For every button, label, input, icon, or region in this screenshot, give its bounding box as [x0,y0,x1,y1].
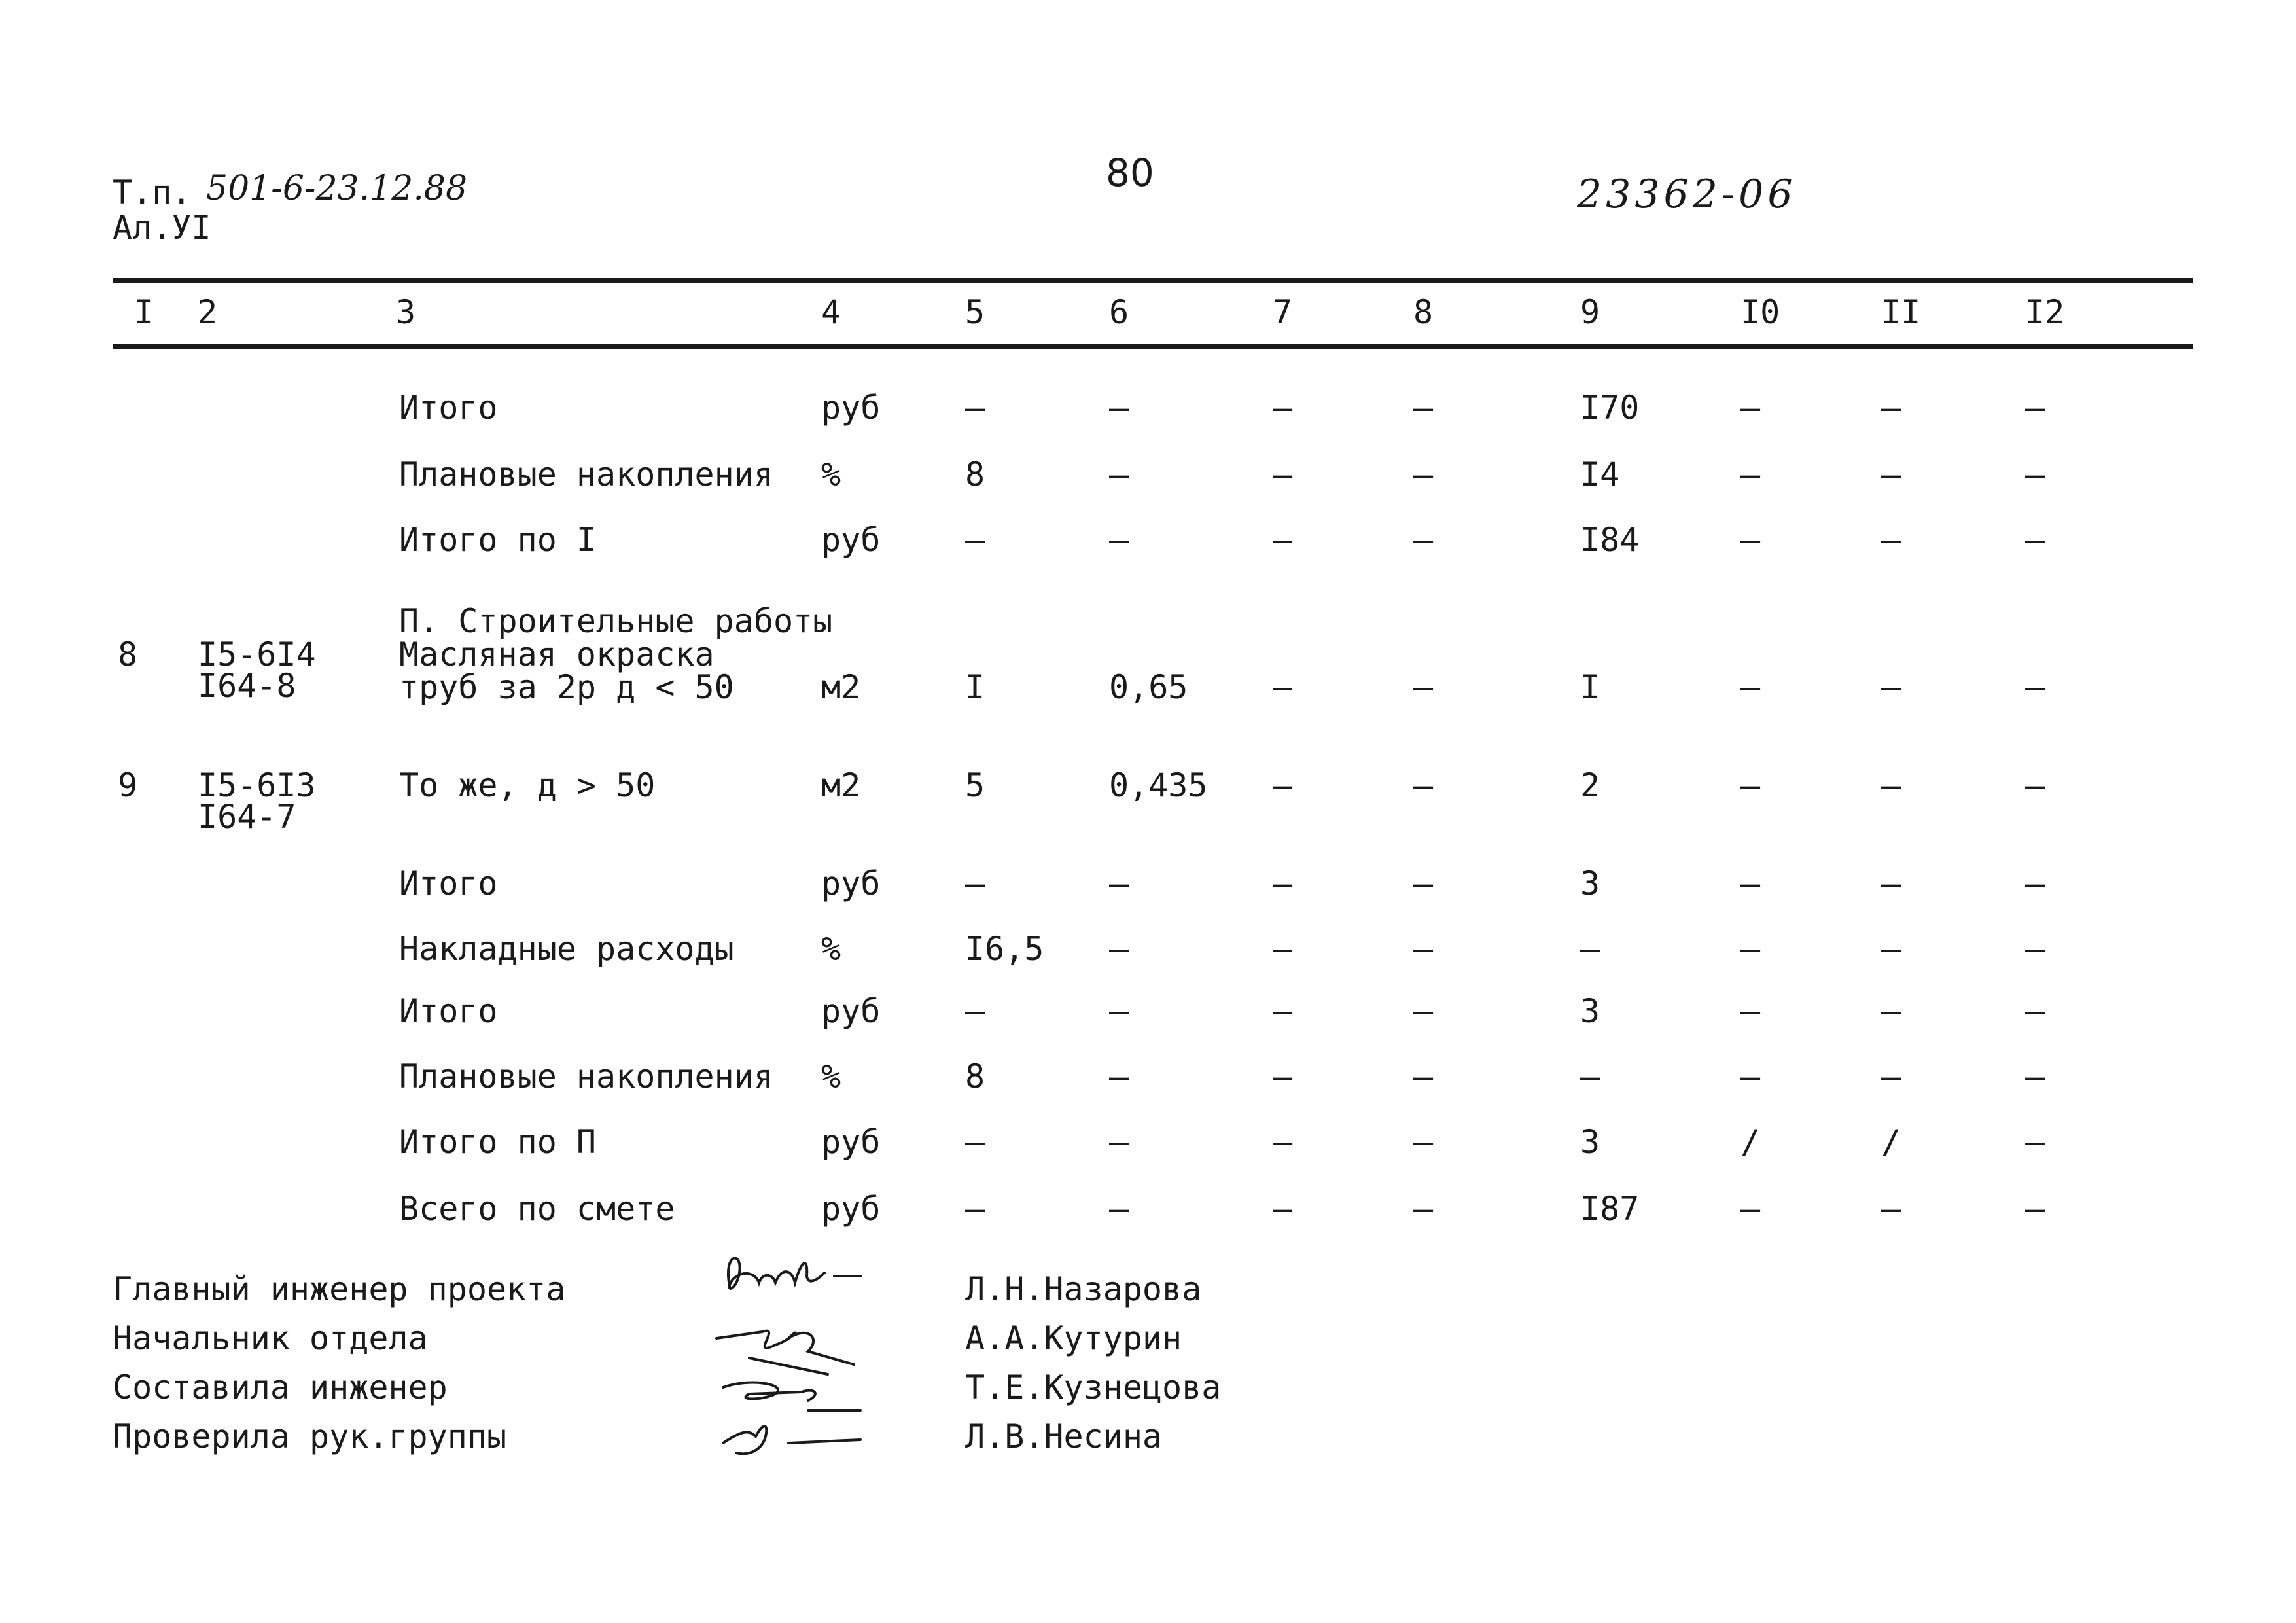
col5-cell: – [965,521,985,559]
col9-cell: I84 [1580,521,1640,559]
col6-cell: – [1109,865,1129,902]
column-header: 8 [1413,293,1434,331]
col7-cell: – [1273,1190,1293,1228]
page-number: 80 [1106,151,1154,195]
item-name: Плановые накопления [399,455,773,493]
col7-cell: – [1273,992,1293,1030]
col12-cell: – [2025,766,2045,804]
row-number: 8 [118,635,138,673]
col10-cell: – [1740,1190,1761,1228]
col6-cell: – [1109,455,1129,493]
col10-cell: – [1740,455,1761,493]
col5-cell: – [965,389,985,427]
col9-cell: 3 [1580,992,1600,1030]
col7-cell: – [1273,766,1293,804]
col11-cell: – [1881,668,1901,706]
col7-cell: – [1273,521,1293,559]
signature-role: Проверила рук.группы [113,1418,507,1455]
unit-cell: руб [821,389,881,427]
col7-cell: – [1273,389,1293,427]
col8-cell: – [1413,930,1434,968]
item-name: Плановые накопления [399,1058,773,1096]
col7-cell: – [1273,1123,1293,1161]
col10-cell: – [1740,389,1761,427]
unit-cell: руб [821,865,881,902]
column-header: I2 [2025,293,2065,331]
item-name: Масляная окраска [399,635,715,673]
item-name: Итого [399,865,498,902]
col9-cell: 3 [1580,865,1600,902]
rate-code: I5-6I3 [198,766,316,804]
col9-cell: 2 [1580,766,1600,804]
signature-name: Т.Е.Кузнецова [965,1368,1222,1406]
col10-cell: – [1740,865,1761,902]
col8-cell: – [1413,766,1434,804]
col9-cell: I87 [1580,1190,1640,1228]
col6-cell: – [1109,521,1129,559]
row-number: 9 [118,766,138,804]
col8-cell: – [1413,992,1434,1030]
col6-cell: – [1109,389,1129,427]
table-top-rule [113,278,2193,283]
col10-cell: – [1740,992,1761,1030]
table-header-rule [113,344,2193,349]
col12-cell: – [2025,455,2045,493]
column-header: 3 [396,293,416,331]
col10-cell: / [1740,1123,1761,1161]
col12-cell: – [2025,389,2045,427]
tp-prefix: Т.п. [113,173,192,211]
col10-cell: – [1740,521,1761,559]
item-name: То же, д > 50 [399,766,656,804]
item-name: Накладные расходы [399,930,734,968]
col12-cell: – [2025,1123,2045,1161]
col11-cell: – [1881,521,1901,559]
column-header: I0 [1740,293,1780,331]
col6-cell: – [1109,1190,1129,1228]
col11-cell: – [1881,1058,1901,1096]
col6-cell: 0,435 [1109,766,1208,804]
unit-cell: руб [821,1123,881,1161]
col12-cell: – [2025,992,2045,1030]
col12-cell: – [2025,1190,2045,1228]
item-name: Всего по смете [399,1190,675,1228]
unit-cell: м2 [821,668,861,706]
album-label: Ал.УI [113,209,211,247]
col11-cell: – [1881,992,1901,1030]
col8-cell: – [1413,521,1434,559]
unit-cell: % [821,930,841,968]
col12-cell: – [2025,930,2045,968]
column-header: 5 [965,293,985,331]
item-name: Итого [399,992,498,1030]
signature-name: Л.Н.Назарова [965,1270,1202,1308]
col8-cell: – [1413,865,1434,902]
col6-cell: – [1109,992,1129,1030]
col9-cell: – [1580,930,1600,968]
col6-cell: 0,65 [1109,668,1188,706]
col7-cell: – [1273,668,1293,706]
col11-cell: – [1881,766,1901,804]
signature-role: Главный инженер проекта [113,1270,566,1308]
item-name: Итого по П [399,1123,597,1161]
col5-cell: – [965,1123,985,1161]
col5-cell: I [965,668,985,706]
col7-cell: – [1273,865,1293,902]
column-header: I [134,293,154,331]
col5-cell: 8 [965,455,985,493]
col12-cell: – [2025,865,2045,902]
col7-cell: – [1273,455,1293,493]
column-header: 7 [1273,293,1293,331]
col5-cell: – [965,1190,985,1228]
col5-cell: 5 [965,766,985,804]
signature-role: Начальник отдела [113,1319,428,1357]
column-header: 6 [1109,293,1129,331]
col8-cell: – [1413,1190,1434,1228]
col5-cell: I6,5 [965,930,1044,968]
item-name: Итого [399,389,498,427]
signature-name: Л.В.Несина [965,1418,1163,1455]
col9-cell: I [1580,668,1600,706]
signature-scribbles [710,1247,932,1476]
item-name: Итого по I [399,521,597,559]
col6-cell: – [1109,1123,1129,1161]
col5-cell: – [965,992,985,1030]
col11-cell: – [1881,389,1901,427]
col11-cell: – [1881,455,1901,493]
col8-cell: – [1413,389,1434,427]
tp-number: 501-6-23.12.88 [206,169,468,208]
rate-code-cont: I64-7 [198,798,296,836]
col9-cell: I70 [1580,389,1640,427]
col10-cell: – [1740,1058,1761,1096]
col10-cell: – [1740,930,1761,968]
col6-cell: – [1109,1058,1129,1096]
col10-cell: – [1740,766,1761,804]
unit-cell: руб [821,992,881,1030]
col11-cell: – [1881,1190,1901,1228]
col7-cell: – [1273,1058,1293,1096]
rate-code-cont: I64-8 [198,667,296,705]
col8-cell: – [1413,1058,1434,1096]
item-name-cont: труб за 2р д < 50 [399,668,734,706]
unit-cell: руб [821,1190,881,1228]
rate-code: I5-6I4 [198,635,316,673]
column-header: II [1881,293,1921,331]
signature-name: А.А.Кутурин [965,1319,1182,1357]
col11-cell: – [1881,865,1901,902]
doc-code: 23362-06 [1577,171,1797,217]
column-header: 2 [198,293,218,331]
col5-cell: 8 [965,1058,985,1096]
col11-cell: / [1881,1123,1901,1161]
col9-cell: 3 [1580,1123,1600,1161]
col9-cell: I4 [1580,455,1620,493]
column-header: 4 [821,293,841,331]
unit-cell: м2 [821,766,861,804]
col10-cell: – [1740,668,1761,706]
column-header: 9 [1580,293,1600,331]
col12-cell: – [2025,668,2045,706]
col7-cell: – [1273,930,1293,968]
col12-cell: – [2025,1058,2045,1096]
col9-cell: – [1580,1058,1600,1096]
col5-cell: – [965,865,985,902]
col11-cell: – [1881,930,1901,968]
unit-cell: % [821,455,841,493]
col12-cell: – [2025,521,2045,559]
col8-cell: – [1413,1123,1434,1161]
col8-cell: – [1413,455,1434,493]
item-name: П. Строительные работы [399,602,833,640]
col6-cell: – [1109,930,1129,968]
col8-cell: – [1413,668,1434,706]
unit-cell: руб [821,521,881,559]
unit-cell: % [821,1058,841,1096]
signature-role: Составила инженер [113,1368,448,1406]
